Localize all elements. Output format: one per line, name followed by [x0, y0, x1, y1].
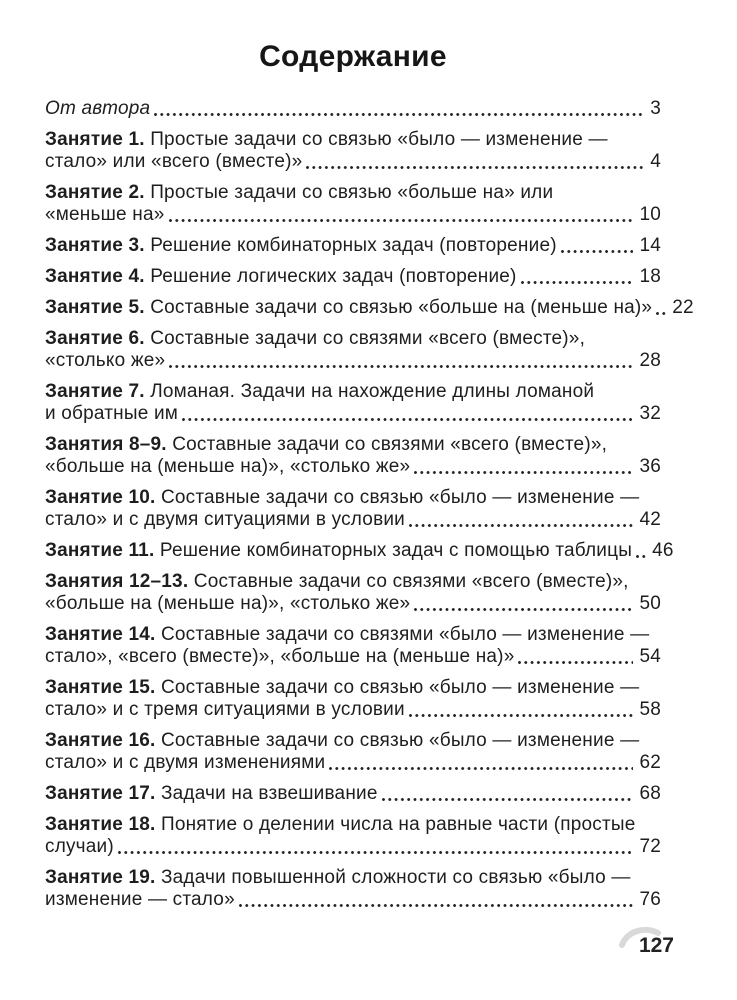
dot-leader — [518, 661, 633, 665]
page-title: Содержание — [259, 40, 447, 73]
toc-entry-page-number: 68 — [639, 783, 661, 804]
toc-entry-line — [45, 624, 661, 646]
toc-entry-last-line — [45, 646, 661, 668]
toc-entry — [45, 867, 661, 911]
toc-entry-page-number: 32 — [639, 403, 661, 424]
toc-entry-page-number: 36 — [639, 456, 661, 477]
dot-leader — [239, 904, 634, 908]
toc-entry-line — [45, 182, 661, 204]
toc-entry-line — [45, 487, 661, 509]
toc-entry-last-line — [45, 783, 661, 805]
dot-leader — [329, 767, 633, 771]
toc-entry-label: Занятие 2. — [45, 182, 145, 203]
toc-entry — [45, 182, 661, 226]
toc-entry-label: Занятия 8–9. — [45, 434, 167, 455]
toc-entry-text: стало», «всего (вместе)», «больше на (меньше на)» — [45, 646, 515, 667]
dot-leader — [656, 312, 666, 316]
toc-entry-label: Занятие 17. — [45, 783, 156, 804]
toc-entry-text: «больше на (меньше на)», «столько же» — [45, 456, 411, 477]
toc-entry — [45, 730, 661, 774]
toc-entry-line — [45, 328, 661, 350]
toc-entry-label: Занятие 14. — [45, 624, 156, 645]
toc-entry-last-line — [45, 266, 661, 288]
toc-entry-page-number: 4 — [650, 151, 661, 172]
toc-entry-last-line — [45, 98, 661, 120]
toc-entry-label: Занятие 5. — [45, 297, 145, 318]
toc-entry-last-line — [45, 350, 661, 372]
toc-entry-text: Занятие 14. Составные задачи со связями «было — изменение — — [45, 624, 650, 645]
toc-entry-text: Занятие 7. Ломаная. Задачи на нахождение длины ломаной — [45, 381, 595, 402]
dot-leader — [169, 219, 634, 223]
toc-entry-last-line — [45, 752, 661, 774]
toc-entry-text: Занятие 15. Составные задачи со связью «было — изменение — — [45, 677, 640, 698]
toc-entry — [45, 266, 661, 288]
toc-entry-last-line — [45, 540, 674, 562]
dot-leader — [382, 798, 634, 802]
toc-entry — [45, 235, 661, 257]
toc-entry-text: Занятие 19. Задачи повышенной сложности со связью «было — — [45, 867, 631, 888]
toc-entry-text: случаи) — [45, 836, 114, 857]
toc-entry-text: Занятие 17. Задачи на взвешивание — [45, 783, 378, 804]
toc-entry-line — [45, 867, 661, 889]
toc-entry-label: Занятие 1. — [45, 129, 145, 150]
toc-entry-line — [45, 814, 661, 836]
toc-entry-last-line — [45, 593, 661, 615]
dot-leader — [169, 365, 633, 369]
toc-entry-line — [45, 730, 661, 752]
toc-entry-page-number: 54 — [639, 646, 661, 667]
toc-entry — [45, 328, 661, 372]
toc-entry-text: Занятие 10. Составные задачи со связью «было — изменение — — [45, 487, 640, 508]
toc-entry-text: «столько же» — [45, 350, 166, 371]
toc-entry-line — [45, 129, 661, 151]
toc-entry-text: Занятие 11. Решение комбинаторных задач с помощью таблицы — [45, 540, 633, 561]
dot-leader — [521, 281, 634, 285]
toc-entry-label: Занятие 15. — [45, 677, 156, 698]
dot-leader — [414, 471, 633, 475]
toc-entry-page-number: 10 — [639, 204, 661, 225]
toc-entry-text: От автора — [45, 98, 151, 119]
dot-leader — [414, 608, 633, 612]
toc-entry-label: Занятия 12–13. — [45, 571, 189, 592]
toc-entry-page-number: 50 — [639, 593, 661, 614]
toc-entry — [45, 624, 661, 668]
toc-entry-label: Занятие 19. — [45, 867, 156, 888]
toc-entry — [45, 297, 694, 319]
dot-leader — [118, 851, 634, 855]
toc-entry-line — [45, 381, 661, 403]
page-footer — [639, 934, 674, 958]
dot-leader — [182, 418, 633, 422]
toc-entry-label: Занятие 18. — [45, 814, 156, 835]
toc-entry-text: Занятия 8–9. Составные задачи со связями «всего (вместе)», — [45, 434, 608, 455]
dot-leader — [561, 250, 634, 254]
toc-entry-text: Занятия 12–13. Составные задачи со связями «всего (вместе)», — [45, 571, 629, 592]
dot-leader — [154, 113, 644, 117]
toc-entry-text: стало» или «всего (вместе)» — [45, 151, 303, 172]
folio-page-number: 127 — [638, 934, 674, 957]
toc-entry-text: Занятие 5. Составные задачи со связью «больше на (меньше на)» — [45, 297, 653, 318]
toc-entry — [45, 814, 661, 858]
toc-entry-text: и обратные им — [45, 403, 179, 424]
toc-entry-label: Занятие 10. — [45, 487, 156, 508]
toc-entry — [45, 129, 661, 173]
toc-entry-page-number: 3 — [650, 98, 661, 119]
toc-entry-page-number: 28 — [639, 350, 661, 371]
toc-entry-text: Занятие 4. Решение логических задач (повторение) — [45, 266, 517, 287]
toc-entry-label: Занятие 6. — [45, 328, 145, 349]
toc-entry-line — [45, 571, 661, 593]
toc-entry-page-number: 18 — [639, 266, 661, 287]
toc-entry-text: Занятие 2. Простые задачи со связью «больше на» или — [45, 182, 554, 203]
toc-entry-last-line — [45, 297, 694, 319]
toc-entry-text: Занятие 1. Простые задачи со связью «было — изменение — — [45, 129, 608, 150]
toc-entry-line — [45, 434, 661, 456]
toc-entry-page-number: 46 — [652, 540, 674, 561]
toc-entry-text: «больше на (меньше на)», «столько же» — [45, 593, 411, 614]
toc-list — [45, 98, 694, 911]
dot-leader — [409, 714, 634, 718]
toc-entry-page-number: 62 — [639, 752, 661, 773]
toc-entry-text: Занятие 3. Решение комбинаторных задач (повторение) — [45, 235, 557, 256]
toc-entry-last-line — [45, 889, 661, 911]
toc-entry — [45, 381, 661, 425]
toc-entry-last-line — [45, 204, 661, 226]
toc-entry-label: Занятие 7. — [45, 381, 145, 402]
toc-entry-page-number: 14 — [639, 235, 661, 256]
toc-entry-text: изменение — стало» — [45, 889, 235, 910]
toc-entry-text: Занятие 18. Понятие о делении числа на равные части (простые — [45, 814, 636, 835]
toc-entry — [45, 783, 661, 805]
toc-entry-page-number: 22 — [672, 297, 694, 318]
toc-entry-last-line — [45, 456, 661, 478]
toc-entry-page-number: 42 — [639, 509, 661, 530]
toc-entry — [45, 677, 661, 721]
toc-entry-text: «меньше на» — [45, 204, 165, 225]
toc-entry-label: Занятие 16. — [45, 730, 156, 751]
toc-entry-text: Занятие 16. Составные задачи со связью «было — изменение — — [45, 730, 640, 751]
toc-entry — [45, 434, 661, 478]
dot-leader — [306, 166, 644, 170]
toc-entry-label: Занятие 4. — [45, 266, 145, 287]
toc-entry-page-number: 58 — [639, 699, 661, 720]
toc-entry-text: Занятие 6. Составные задачи со связями «всего (вместе)», — [45, 328, 586, 349]
toc-entry-last-line — [45, 151, 661, 173]
toc-entry-page-number: 72 — [639, 836, 661, 857]
toc-entry — [45, 487, 661, 531]
toc-entry — [45, 540, 674, 562]
toc-entry-page-number: 76 — [639, 889, 661, 910]
toc-entry-text: стало» и с тремя ситуациями в условии — [45, 699, 405, 720]
toc-entry — [45, 98, 661, 120]
toc-entry-text: стало» и с двумя изменениями — [45, 752, 326, 773]
toc-entry-last-line — [45, 509, 661, 531]
dot-leader — [409, 524, 633, 528]
toc-entry-line — [45, 677, 661, 699]
toc-entry-last-line — [45, 235, 661, 257]
toc-entry-text: стало» и с двумя ситуациями в условии — [45, 509, 405, 530]
toc-entry-last-line — [45, 403, 661, 425]
toc-entry-label: Занятие 3. — [45, 235, 145, 256]
toc-entry — [45, 571, 661, 615]
toc-entry-last-line — [45, 836, 661, 858]
toc-entry-last-line — [45, 699, 661, 721]
toc-entry-label: Занятие 11. — [45, 540, 155, 561]
dot-leader — [636, 555, 646, 559]
